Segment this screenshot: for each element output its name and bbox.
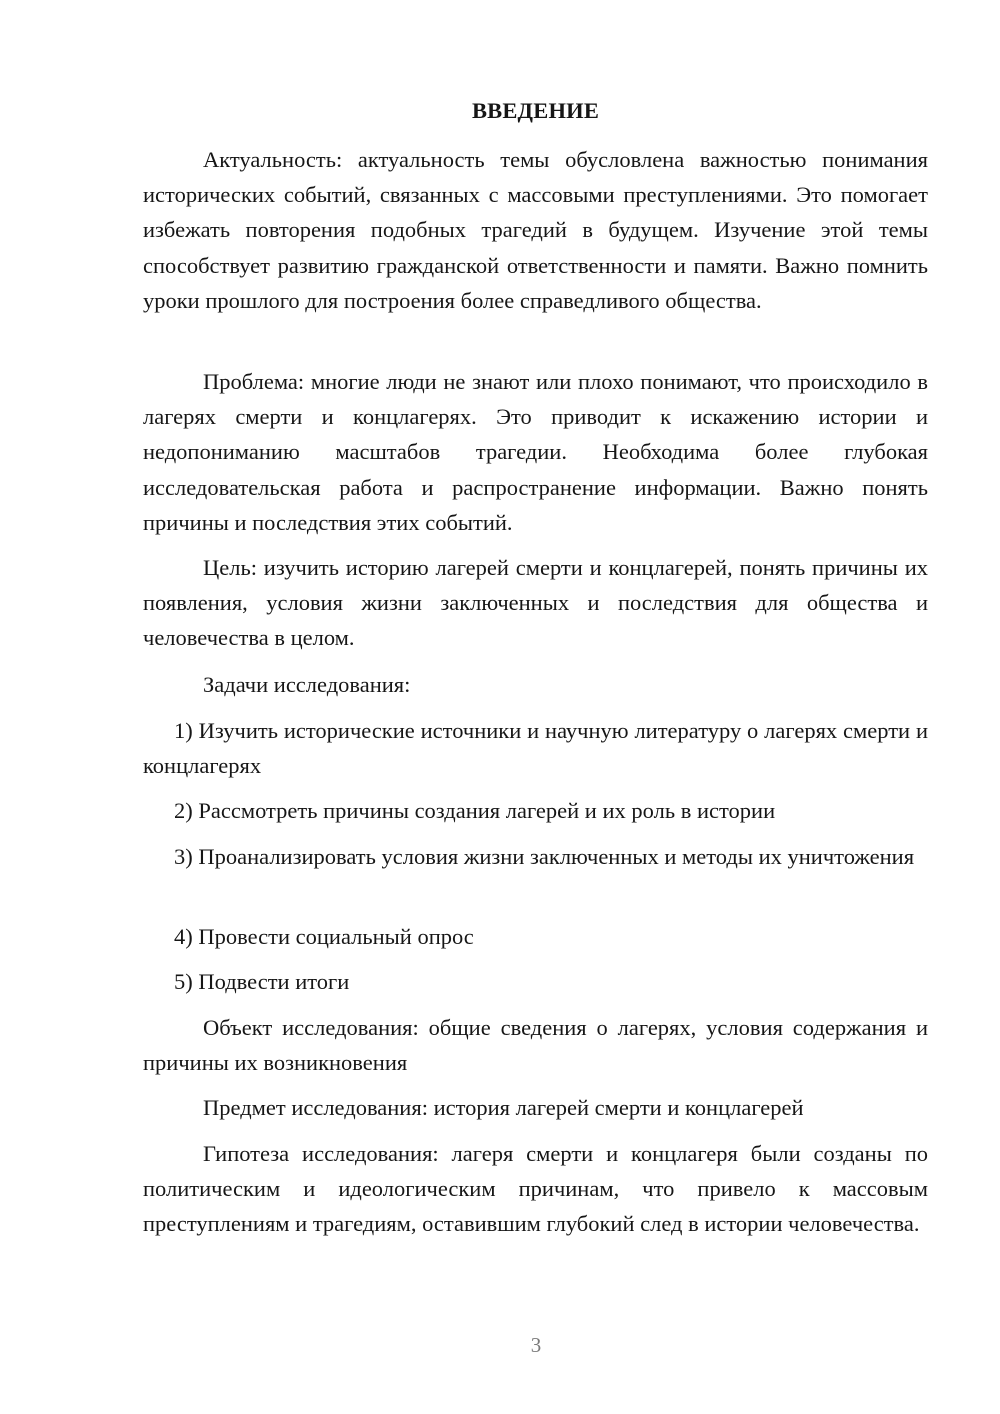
task-item-4: 4) Провести социальный опрос [174,924,474,949]
task-item-5: 5) Подвести итоги [174,969,350,994]
page-title: ВВЕДЕНИЕ [471,98,600,123]
task-item-1: 1) Изучить исторические источники и научную литературу о лагерях смерти и концлагерях [143,718,928,779]
paragraph-goal: Цель: изучить историю лагерей смерти и концлагерей, понять причины их появления, условия жизни заключенных и последствия для общества и человечества в целом. [143,555,928,651]
task-item-3: 3) Проанализировать условия жизни заключенных и методы их уничтожения [174,844,915,869]
paragraph-subject: Предмет исследования: история лагерей смерти и концлагерей [203,1095,804,1120]
paragraph-object: Объект исследования: общие сведения о лагерях, условия содержания и причины их возникновения [143,1015,928,1076]
paragraph-relevance: Актуальность: актуальность темы обусловлена важностью понимания исторических событий, связанных с массовыми преступлениями. Это помогает избежать повторения подобных трагедий в будущем. Изучение этой темы способствует развитию гражданской ответственности и памяти. Важно помнить уроки прошлого для построения более справедливого общества. [143,147,928,313]
paragraph-problem: Проблема: многие люди не знают или плохо понимают, что происходило в лагерях смерти и концлагерях. Это приводит к искажению истории и недопониманию масштабов трагедии. Необходима более глубокая исследовательская работа и распространение информации. Важно понять причины и последствия этих событий. [143,369,928,535]
paragraph-hypothesis: Гипотеза исследования: лагеря смерти и концлагеря были созданы по политическим и идеологическим причинам, что привело к массовым преступлениям и трагедиям, оставившим глубокий след в истории человечества. [143,1141,928,1237]
page-number: 3 [530,1333,542,1357]
tasks-heading: Задачи исследования: [203,672,411,697]
task-item-2: 2) Рассмотреть причины создания лагерей и их роль в истории [174,798,776,823]
